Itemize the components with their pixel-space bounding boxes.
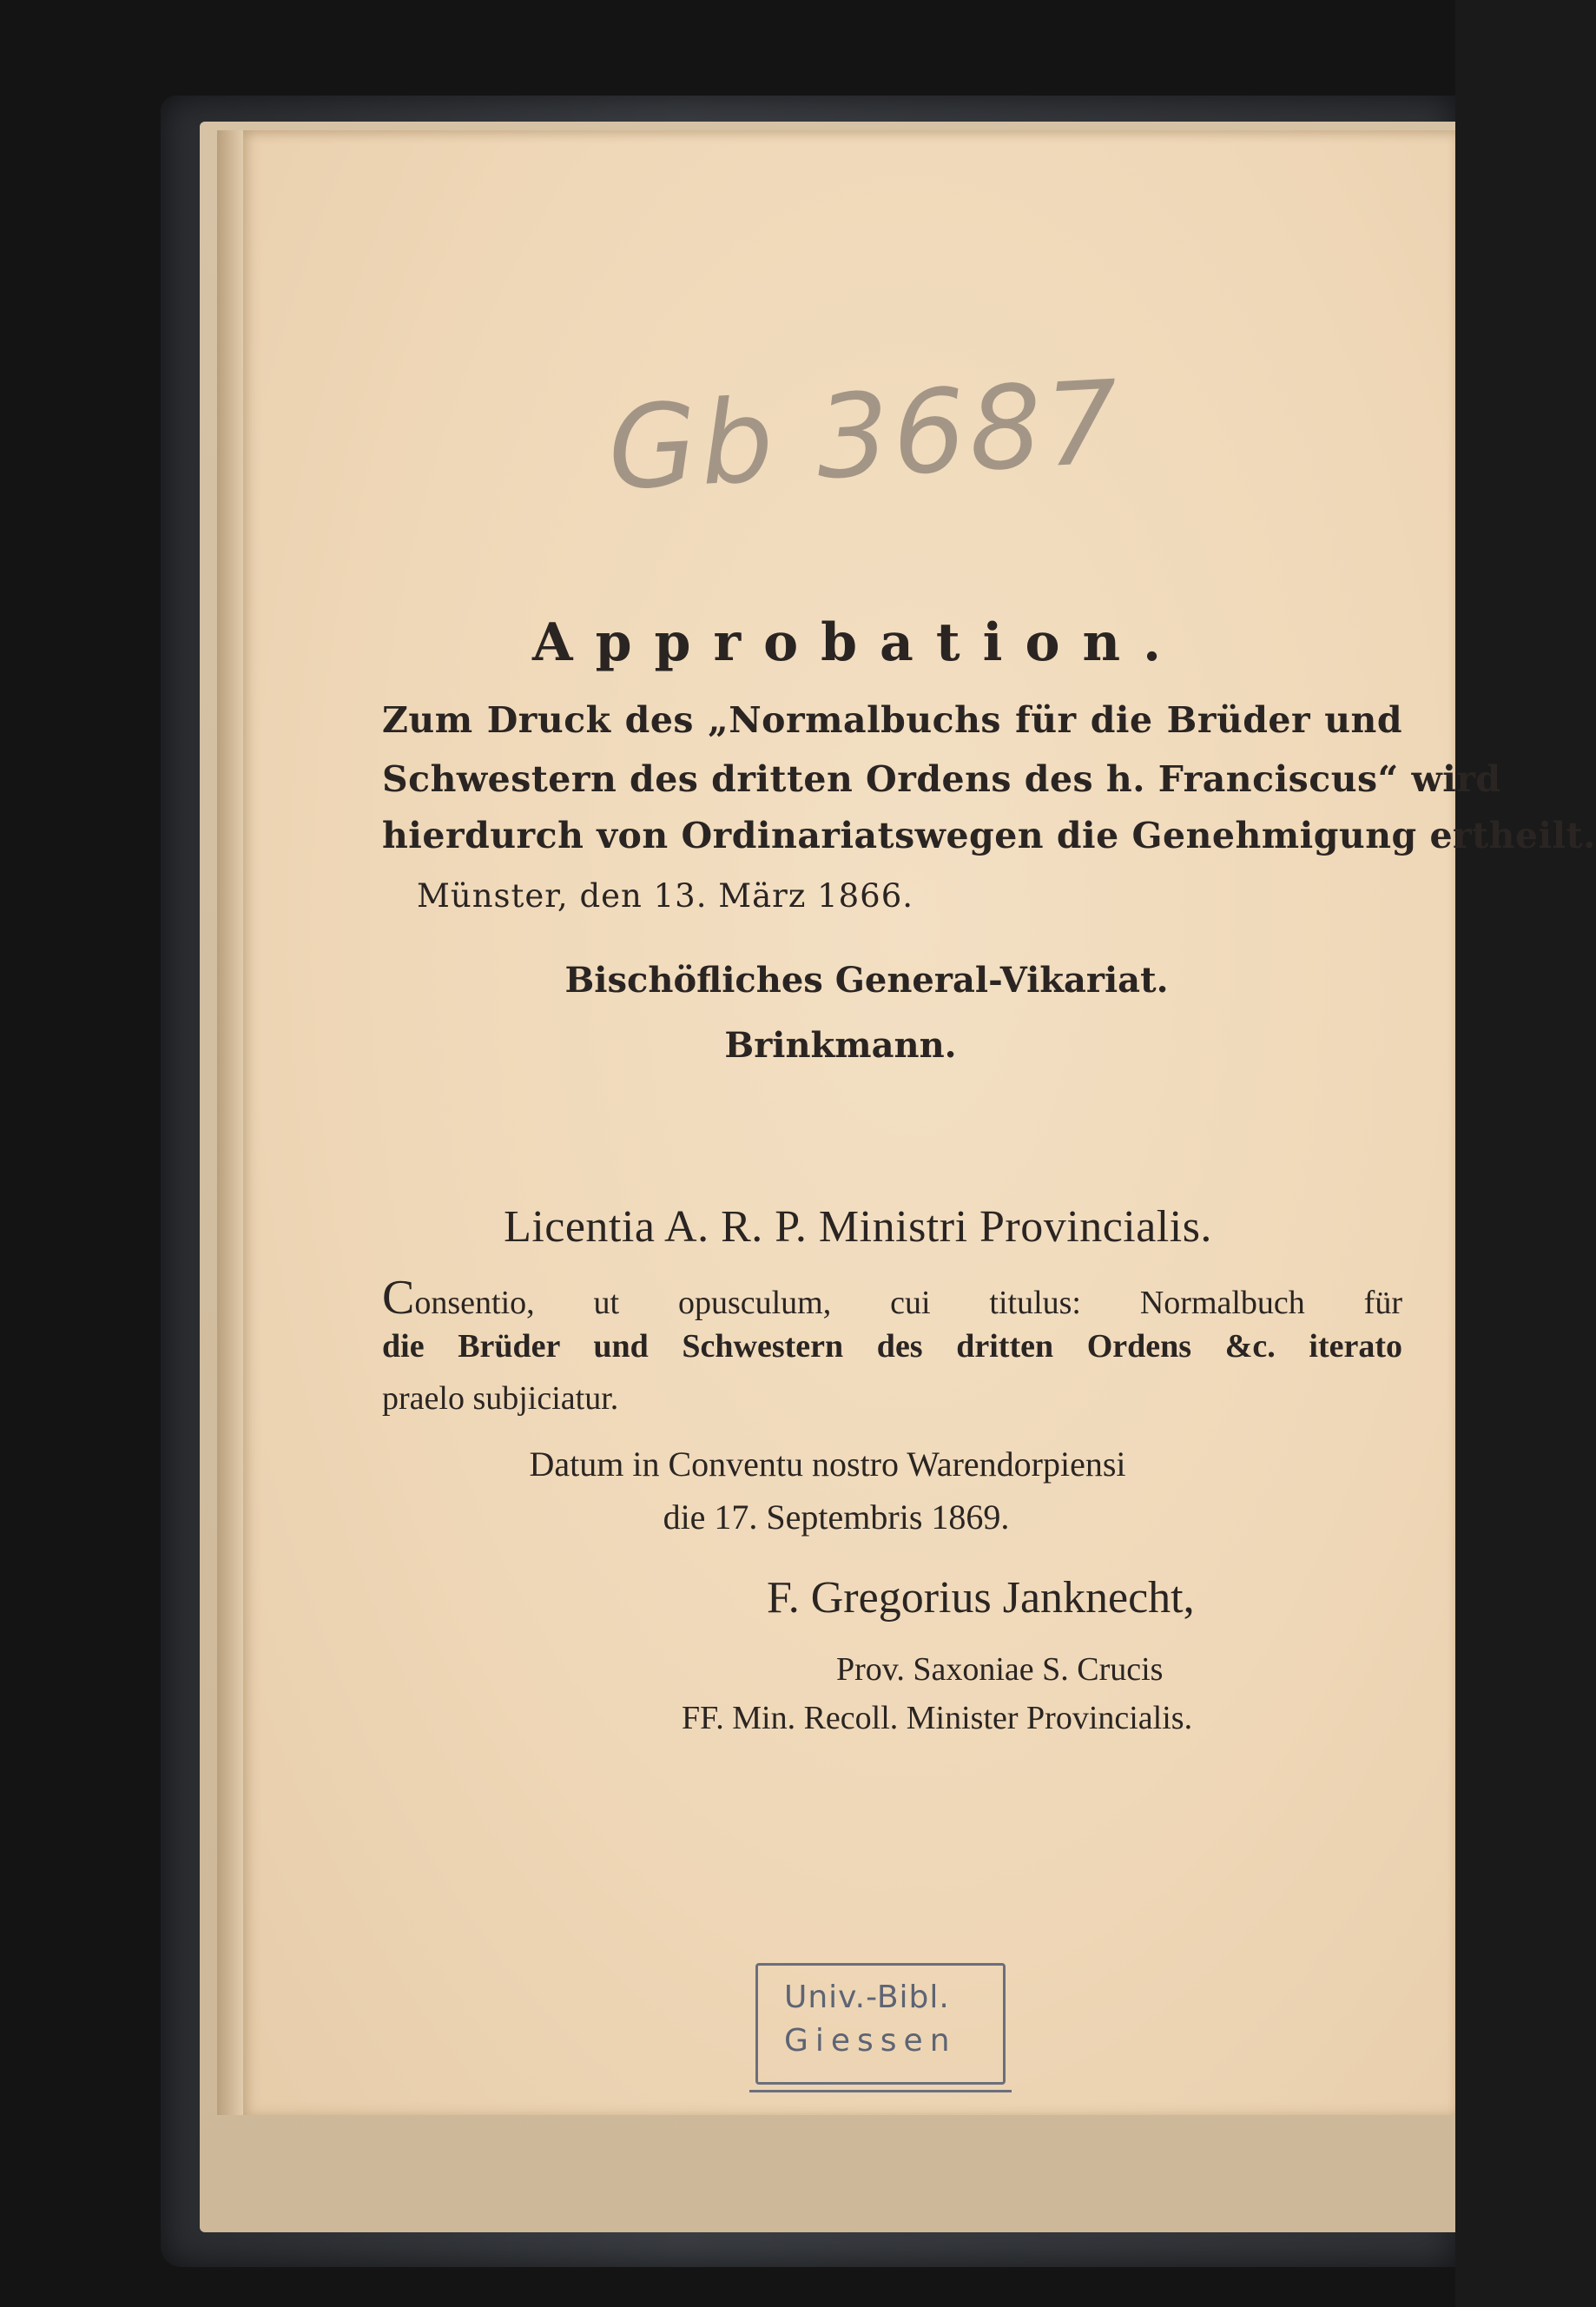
approbation-office: Bischöfliches General-Vikariat. bbox=[564, 960, 1169, 1001]
approbation-date: Münster, den 13. März 1866. bbox=[417, 877, 914, 915]
licentia-datum-line-2: die 17. Septembris 1869. bbox=[663, 1497, 1010, 1537]
stamp-line-1: Univ.-Bibl. bbox=[784, 1980, 950, 2015]
licentia-datum-line-1: Datum in Conventu nostro Warendorpiensi bbox=[529, 1444, 1126, 1484]
stamp-underline bbox=[749, 2090, 1012, 2092]
licentia-initial: C bbox=[382, 1271, 415, 1325]
licentia-line-1 bbox=[382, 1270, 1402, 1325]
licentia-title: Licentia A. R. P. Ministri Provincialis. bbox=[504, 1202, 1212, 1252]
approbation-title: Approbation. bbox=[532, 612, 1184, 673]
licentia-signer: F. Gregorius Janknecht, bbox=[767, 1573, 1195, 1623]
book-page bbox=[243, 130, 1596, 2115]
licentia-signer-role-1: Prov. Saxoniae S. Crucis bbox=[836, 1651, 1164, 1688]
handwritten-call-number: Gb 3687 bbox=[604, 355, 1125, 517]
approbation-line-1: Zum Druck des „Normalbuchs für die Brüder und bbox=[382, 699, 1402, 741]
licentia-signer-role-2: FF. Min. Recoll. Minister Provincialis. bbox=[682, 1700, 1193, 1736]
licentia-line-1-text: onsentio, ut opusculum, cui titulus: Normalbuch für bbox=[414, 1285, 1402, 1321]
library-stamp bbox=[755, 1963, 1006, 2085]
approbation-line-3: hierdurch von Ordinariatswegen die Genehmigung ertheilt. bbox=[382, 815, 1596, 856]
approbation-signer: Brinkmann. bbox=[724, 1025, 957, 1066]
licentia-line-3: praelo subjiciatur. bbox=[382, 1380, 619, 1417]
stamp-line-2: Giessen bbox=[784, 2023, 957, 2059]
approbation-line-2: Schwestern des dritten Ordens des h. Franciscus“ wird bbox=[382, 758, 1501, 800]
licentia-line-2: die Brüder und Schwestern des dritten Ordens &c. iterato bbox=[382, 1328, 1402, 1365]
page-gutter-shadow bbox=[217, 130, 245, 2115]
